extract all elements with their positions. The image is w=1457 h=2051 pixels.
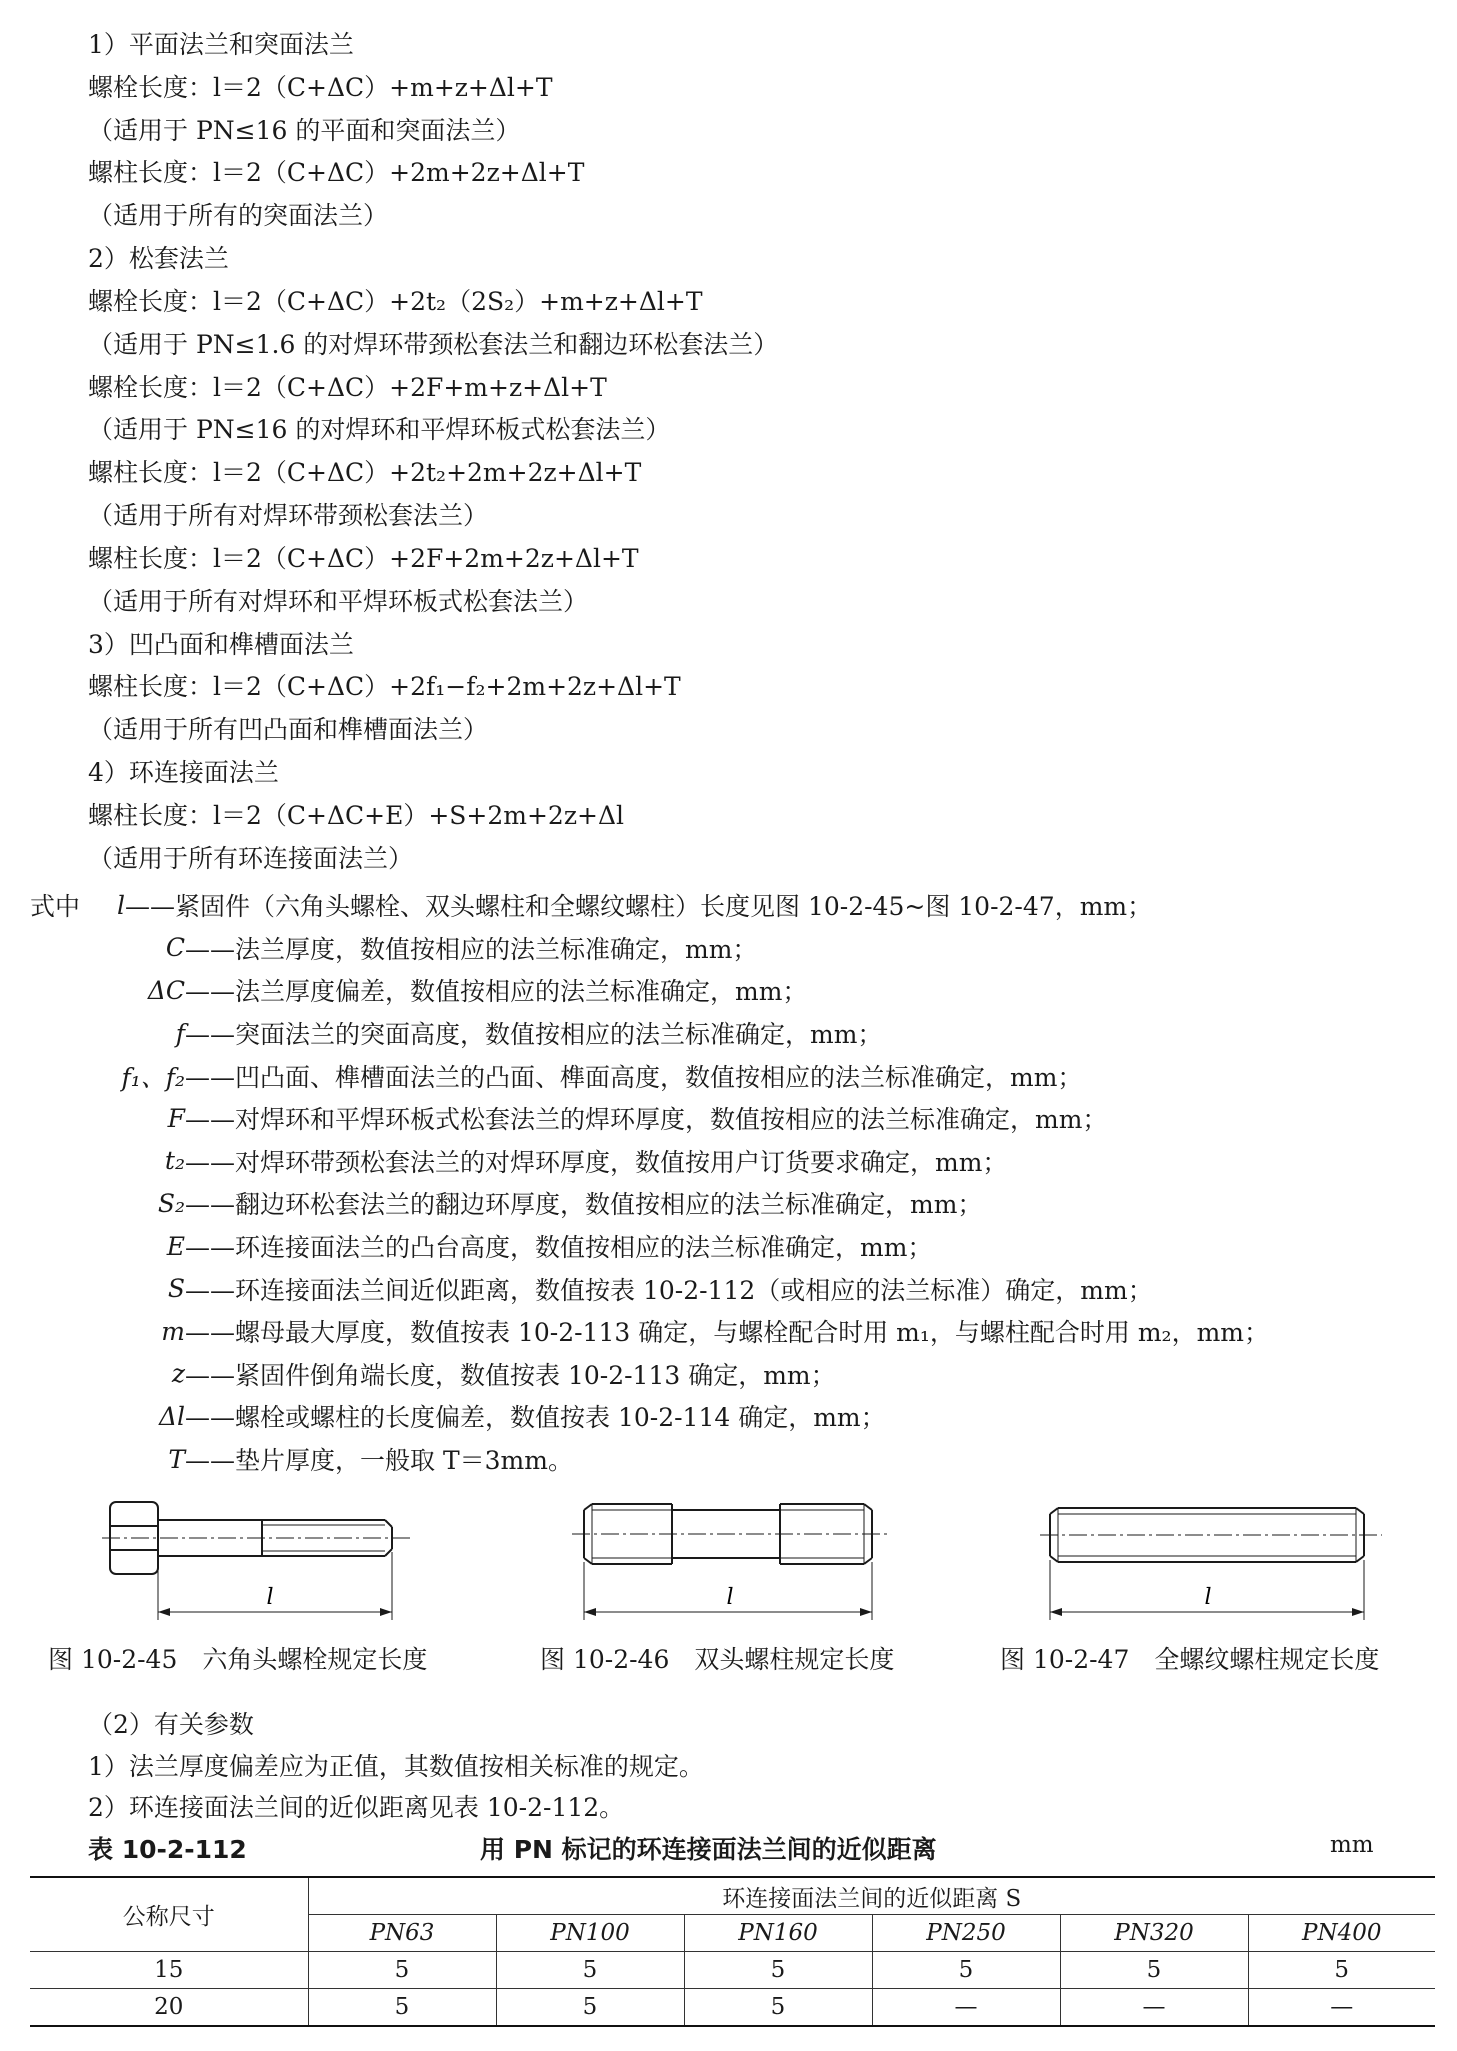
definition-row xyxy=(30,1097,1269,1140)
table-unit: mm xyxy=(1330,1832,1374,1858)
table-cell: — xyxy=(1248,1989,1435,2027)
definition-row xyxy=(30,1012,1269,1055)
table-column-header: PN400 xyxy=(1248,1915,1435,1952)
table-number: 表 10-2-112 xyxy=(88,1835,247,1864)
section-4-heading: 4）环连接面法兰 xyxy=(88,758,279,787)
formula-7-note: （适用于所有凹凸面和榫槽面法兰） xyxy=(88,715,489,744)
formula-1-note: （适用于 PN≤16 的平面和突面法兰） xyxy=(88,116,521,145)
formula-5-note: （适用于所有对焊环带颈松套法兰） xyxy=(88,501,489,530)
definition-symbol: t₂ xyxy=(164,1146,185,1176)
hex-bolt-figure xyxy=(100,1490,430,1635)
table-cell: 5 xyxy=(872,1952,1060,1989)
table-cell: — xyxy=(1060,1989,1248,2027)
table-column-header: PN63 xyxy=(308,1915,496,1952)
definition-symbol: Δl xyxy=(158,1401,185,1431)
definition-text: ——环连接面法兰间近似距离，数值按表 10-2-112（或相应的法兰标准）确定，mm； xyxy=(185,1275,1153,1305)
definition-row xyxy=(30,927,1269,970)
definition-symbol: C xyxy=(165,933,185,963)
definition-symbol: E xyxy=(166,1231,185,1261)
definition-text: ——螺母最大厚度，数值按表 10-2-113 确定，与螺栓配合时用 m₁，与螺柱配合时用 m₂，mm； xyxy=(185,1318,1269,1348)
table-cell-size: 20 xyxy=(30,1989,308,2027)
definition-text: ——环连接面法兰的凸台高度，数值按相应的法兰标准确定，mm； xyxy=(185,1233,933,1263)
full-thread-stud-figure xyxy=(1040,1490,1390,1635)
params-item-1: 1）法兰厚度偏差应为正值，其数值按相关标准的规定。 xyxy=(88,1752,704,1781)
definition-row xyxy=(30,1310,1269,1353)
distance-table xyxy=(30,1876,1435,2027)
formula-5: 螺柱长度：l＝2（C+ΔC）+2t₂+2m+2z+Δl+T xyxy=(88,458,642,487)
definition-text: ——螺栓或螺柱的长度偏差，数值按表 10-2-114 确定，mm； xyxy=(185,1403,886,1433)
formula-6: 螺柱长度：l＝2（C+ΔC）+2F+2m+2z+Δl+T xyxy=(88,544,639,573)
definition-text: ——对焊环和平焊环板式松套法兰的焊环厚度，数值按相应的法兰标准确定，mm； xyxy=(185,1105,1108,1135)
table-cell: 5 xyxy=(684,1989,872,2027)
definition-symbol: S xyxy=(167,1274,185,1304)
definitions-lead: 式中 xyxy=(30,892,81,922)
figure-caption-46: 图 10-2-46 双头螺柱规定长度 xyxy=(540,1645,895,1674)
definition-row xyxy=(30,1140,1269,1183)
table-column-header: PN250 xyxy=(872,1915,1060,1952)
definition-symbol: S₂ xyxy=(157,1188,185,1218)
definition-text: ——突面法兰的突面高度，数值按相应的法兰标准确定，mm； xyxy=(185,1020,883,1050)
definition-symbol: T xyxy=(168,1444,185,1474)
table-cell: 5 xyxy=(1060,1952,1248,1989)
section-1-heading: 1）平面法兰和突面法兰 xyxy=(88,30,354,59)
definition-symbol: F xyxy=(167,1103,185,1133)
definition-text: ——法兰厚度，数值按相应的法兰标准确定，mm； xyxy=(185,934,758,964)
definitions-list xyxy=(30,884,1269,1480)
table-row xyxy=(30,1989,1435,2027)
formula-2-note: （适用于所有的突面法兰） xyxy=(88,201,389,230)
definition-text: ——紧固件（六角头螺栓、双头螺柱和全螺纹螺柱）长度见图 10-2-45~图 10-2-47，mm； xyxy=(125,892,1153,922)
params-item-2: 2）环连接面法兰间的近似距离见表 10-2-112。 xyxy=(88,1793,625,1822)
dimension-label: l xyxy=(266,1585,274,1610)
formula-2: 螺柱长度：l＝2（C+ΔC）+2m+2z+Δl+T xyxy=(88,158,585,187)
table-column-header: PN100 xyxy=(496,1915,684,1952)
figure-caption-45: 图 10-2-45 六角头螺栓规定长度 xyxy=(48,1645,428,1674)
table-cell: 5 xyxy=(496,1989,684,2027)
dimension-label: l xyxy=(726,1585,734,1610)
definition-text: ——垫片厚度，一般取 T＝3mm。 xyxy=(185,1446,573,1476)
definition-text: ——法兰厚度偏差，数值按相应的法兰标准确定，mm； xyxy=(185,977,808,1007)
section-3-heading: 3）凹凸面和榫槽面法兰 xyxy=(88,630,354,659)
table-row-header: 公称尺寸 xyxy=(30,1877,308,1952)
definition-text: ——凹凸面、榫槽面法兰的凸面、榫面高度，数值按相应的法兰标准确定，mm； xyxy=(185,1062,1083,1092)
definition-row xyxy=(30,1267,1269,1310)
table-cell: 5 xyxy=(308,1952,496,1989)
formula-8: 螺柱长度：l＝2（C+ΔC+E）+S+2m+2z+Δl xyxy=(88,801,625,830)
table-group-header: 环连接面法兰间的近似距离 S xyxy=(308,1877,1435,1915)
definition-row xyxy=(30,1353,1269,1396)
table-title: 用 PN 标记的环连接面法兰间的近似距离 xyxy=(480,1835,937,1864)
table-column-header: PN320 xyxy=(1060,1915,1248,1952)
definition-row xyxy=(30,884,1269,927)
table-row xyxy=(30,1952,1435,1989)
definition-symbol: z xyxy=(171,1359,185,1389)
table-cell: 5 xyxy=(496,1952,684,1989)
definition-row xyxy=(30,1182,1269,1225)
table-cell-size: 15 xyxy=(30,1952,308,1989)
formula-1: 螺栓长度：l＝2（C+ΔC）+m+z+Δl+T xyxy=(88,73,553,102)
definition-row xyxy=(30,969,1269,1012)
table-cell: 5 xyxy=(308,1989,496,2027)
formula-4: 螺栓长度：l＝2（C+ΔC）+2F+m+z+Δl+T xyxy=(88,373,607,402)
dimension-label: l xyxy=(1204,1585,1212,1610)
table-cell: 5 xyxy=(684,1952,872,1989)
formula-4-note: （适用于 PN≤16 的对焊环和平焊环板式松套法兰） xyxy=(88,415,671,444)
definition-text: ——翻边环松套法兰的翻边环厚度，数值按相应的法兰标准确定，mm； xyxy=(185,1190,983,1220)
definition-symbol: f xyxy=(175,1018,185,1048)
definition-symbol: m xyxy=(161,1316,185,1346)
table-column-header: PN160 xyxy=(684,1915,872,1952)
definition-row xyxy=(30,1395,1269,1438)
table-cell: 5 xyxy=(1248,1952,1435,1989)
formula-7: 螺柱长度：l＝2（C+ΔC）+2f₁−f₂+2m+2z+Δl+T xyxy=(88,672,681,701)
definition-row xyxy=(30,1438,1269,1481)
definition-symbol: ΔC xyxy=(147,975,185,1005)
definition-text: ——紧固件倒角端长度，数值按表 10-2-113 确定，mm； xyxy=(185,1360,836,1390)
definition-text: ——对焊环带颈松套法兰的对焊环厚度，数值按用户订货要求确定，mm； xyxy=(185,1147,1008,1177)
formula-8-note: （适用于所有环连接面法兰） xyxy=(88,844,414,873)
formula-6-note: （适用于所有对焊环和平焊环板式松套法兰） xyxy=(88,587,589,616)
definition-row xyxy=(30,1054,1269,1097)
figure-caption-47: 图 10-2-47 全螺纹螺柱规定长度 xyxy=(1000,1645,1380,1674)
definition-symbol: f₁、f₂ xyxy=(121,1062,185,1092)
double-end-stud-figure xyxy=(572,1490,902,1635)
definition-row xyxy=(30,1225,1269,1268)
definition-symbol: l xyxy=(117,890,125,920)
params-heading: （2）有关参数 xyxy=(88,1710,254,1739)
section-2-heading: 2）松套法兰 xyxy=(88,244,229,273)
formula-3: 螺栓长度：l＝2（C+ΔC）+2t₂（2S₂）+m+z+Δl+T xyxy=(88,287,703,316)
table-cell: — xyxy=(872,1989,1060,2027)
formula-3-note: （适用于 PN≤1.6 的对焊环带颈松套法兰和翻边环松套法兰） xyxy=(88,330,779,359)
